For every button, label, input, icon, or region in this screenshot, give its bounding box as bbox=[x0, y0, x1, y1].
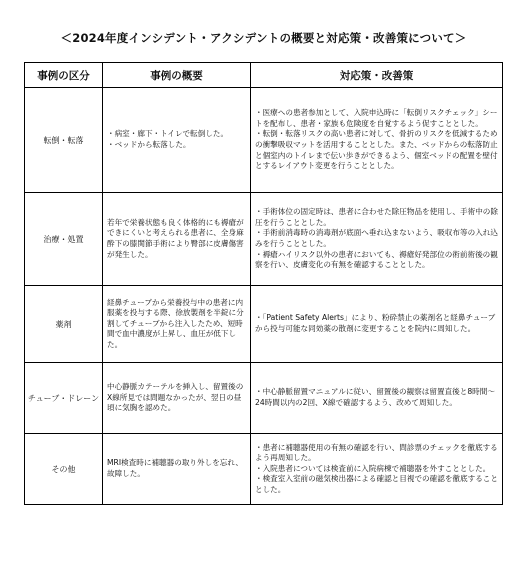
measure-line: ・医療への患者参加として、入院申込時に「転倒リスクチェック」シートを配布し、患者・家族も危険度を自覚するよう促すこととした。 bbox=[255, 108, 498, 128]
measure-line: ・転倒・転落リスクの高い患者に対して、骨折のリスクを低減するための衝撃吸収マットを活用することとした。また、ベッドからの転落防止と個室内のトイレまで伝い歩きができるよう、個室ベッドの配置を壁付とするレイアウト変更を行うこととした。 bbox=[255, 129, 498, 171]
measures-cell bbox=[251, 193, 503, 286]
page-title: ＜2024年度インシデント・アクシデントの概要と対応策・改善策について＞ bbox=[60, 31, 467, 45]
summary-line: ・ベッドから転落した。 bbox=[107, 140, 191, 149]
summary-line: 経鼻チューブから栄養投与中の患者に内服薬を投与する際、徐放製剤を半錠に分割してチューブから注入したため、短時間で血中濃度が上昇し、血圧が低下した。 bbox=[107, 297, 244, 349]
category-cell: 転倒・転落 bbox=[25, 88, 103, 193]
measure-line: ・中心静脈留置マニュアルに従い、留置後の観察は留置直後と8時間～24時間以内の2回、X線で確認するよう、改めて周知した。 bbox=[255, 387, 495, 407]
category-cell: 薬剤 bbox=[25, 286, 103, 363]
header-summary: 事例の概要 bbox=[103, 63, 251, 88]
measure-line: ・患者に補聴器使用の有無の確認を行い、問診票のチェックを徹底するよう再周知した。 bbox=[255, 442, 498, 463]
category-cell: チューブ・ドレーン bbox=[25, 363, 103, 434]
summary-line: 中心静脈カテーテルを挿入し、留置後のX線所見では問題なかったが、翌日の昼頃に気胸を認めた。 bbox=[107, 382, 244, 413]
measures-cell bbox=[251, 363, 503, 434]
table-row bbox=[25, 286, 503, 363]
measures-cell bbox=[251, 286, 503, 363]
measure-line: ・「Patient Safety Alerts」により、粉砕禁止の薬剤名と経鼻チューブから投与可能な同効薬の散剤に変更することを院内に周知した。 bbox=[255, 313, 496, 333]
summary-cell bbox=[103, 434, 251, 505]
table-row bbox=[25, 363, 503, 434]
table-row bbox=[25, 193, 503, 286]
measure-line: ・入院患者については検査前に入院病棟で補聴器を外すこととした。 bbox=[255, 463, 491, 473]
summary-cell bbox=[103, 193, 251, 286]
table-row bbox=[25, 434, 503, 505]
measure-line: ・褥瘡ハイリスク以外の患者においても、褥瘡好発部位の術前術後の観察を行い、皮膚変化の有無を確認することとした。 bbox=[255, 249, 498, 270]
header-row bbox=[25, 63, 503, 88]
header-category: 事例の区分 bbox=[25, 63, 103, 88]
summary-line: ・病室・廊下・トイレで転倒した。 bbox=[107, 129, 229, 139]
category-cell: 治療・処置 bbox=[25, 193, 103, 286]
measures-cell bbox=[251, 88, 503, 193]
summary-line: 若年で栄養状態も良く体格的にも褥瘡ができにくいと考えられる患者に、全身麻酔下の膝関節手術により臀部に皮膚傷害が発生した。 bbox=[107, 217, 244, 259]
measure-line: ・手術前消毒時の消毒剤が底面へ垂れ込まないよう、吸収布等の入れ込みを行うこととした。 bbox=[255, 228, 498, 248]
measure-line: ・手術体位の固定時は、患者に合わせた除圧物品を使用し、手術中の除圧を行うこととした。 bbox=[255, 207, 498, 227]
table-row bbox=[25, 88, 503, 193]
category-cell: その他 bbox=[25, 434, 103, 505]
header-measures: 対応策・改善策 bbox=[251, 63, 503, 88]
summary-cell bbox=[103, 286, 251, 363]
incident-table bbox=[24, 62, 503, 505]
measures-cell bbox=[251, 434, 503, 505]
summary-line: MRI検査時に補聴器の取り外しを忘れ、故障した。 bbox=[107, 458, 244, 478]
summary-cell bbox=[103, 363, 251, 434]
summary-cell bbox=[103, 88, 251, 193]
measure-line: ・検査室入室前の磁気検出器による確認と目視での確認を徹底することとした。 bbox=[255, 474, 498, 494]
